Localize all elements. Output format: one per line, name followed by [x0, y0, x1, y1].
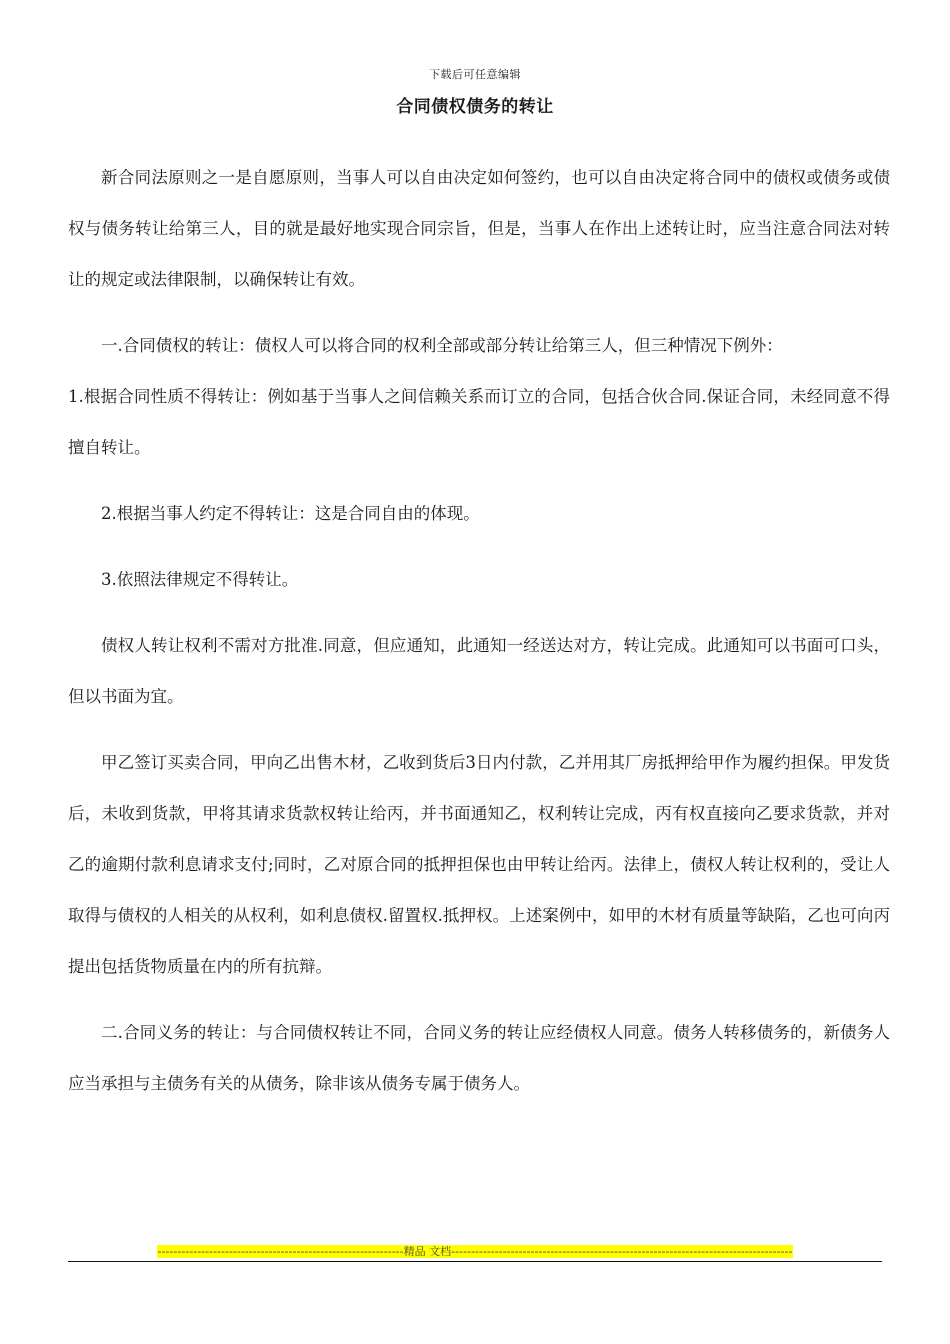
document-body — [68, 152, 890, 1109]
paragraph-creditor-transfer: 一.合同债权的转让：债权人可以将合同的权利全部或部分转让给第三人，但三种情况下例外： — [101, 336, 783, 355]
paragraph-case-example: 甲乙签订买卖合同，甲向乙出售木材，乙收到货后3日内付款，乙并用其厂房抵押给甲作为履约担保。甲发货后，未收到货款，甲将其请求货款权转让给丙，并书面通知乙，权利转让完成，丙有权直接向乙要求货款，并对乙的逾期付款利息请求支付;同时，乙对原合同的抵押担保也由甲转让给丙。法律上，债权人转让权利的，受让人取得与债权的人相关的从权利，如利息债权.留置权.抵押权。上述案例中，如甲的木材有质量等缺陷，乙也可向丙提出包括货物质量在内的所有抗辩。 — [68, 753, 890, 976]
footer-banner-text: --------------------------------------------------------------精品 文档-------------------------------------------------------------------------------------- — [157, 1245, 793, 1258]
paragraph-exception-2: 2.根据当事人约定不得转让：这是合同自由的体现。 — [101, 504, 480, 523]
paragraph-exception-3: 3.依照法律规定不得转让。 — [101, 570, 299, 589]
header-note: 下载后可任意编辑 — [429, 68, 521, 81]
paragraph-intro: 新合同法原则之一是自愿原则，当事人可以自由决定如何签约，也可以自由决定将合同中的债权或债务或债权与债务转让给第三人，目的就是最好地实现合同宗旨，但是，当事人在作出上述转让时，应当注意合同法对转让的规定或法律限制，以确保转让有效。 — [68, 168, 890, 289]
page-title: 合同债权债务的转让 — [396, 97, 554, 117]
footer-banner — [0, 1243, 950, 1259]
footer-divider — [68, 1261, 882, 1262]
paragraph-notice: 债权人转让权利不需对方批准.同意，但应通知，此通知一经送达对方，转让完成。此通知可以书面可口头，但以书面为宜。 — [68, 636, 890, 706]
paragraph-obligation-transfer: 二.合同义务的转让：与合同债权转让不同，合同义务的转让应经债权人同意。债务人转移债务的，新债务人应当承担与主债务有关的从债务，除非该从债务专属于债务人。 — [68, 1023, 890, 1093]
paragraph-exception-1: 1.根据合同性质不得转让：例如基于当事人之间信赖关系而订立的合同，包括合伙合同.保证合同，未经同意不得擅自转让。 — [68, 387, 890, 457]
